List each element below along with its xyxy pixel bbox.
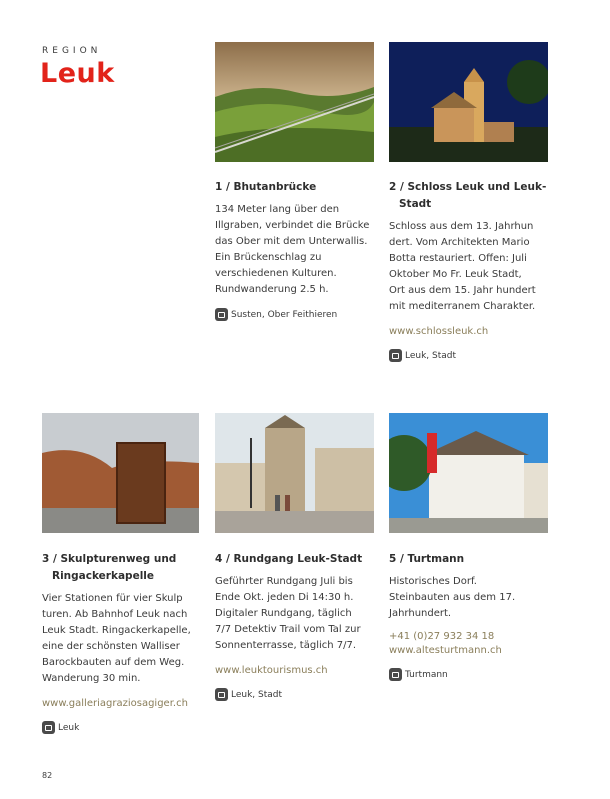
card-title: 1 / Bhutanbrücke [215, 181, 317, 193]
stop-info [215, 308, 375, 321]
card-title: 3 / Skulpturenweg und Ringackerkapelle [42, 553, 177, 582]
website-link[interactable]: www.galleriagraziosagiger.ch [42, 698, 188, 709]
bus-icon [215, 308, 228, 321]
bus-icon [389, 668, 402, 681]
stop-info [389, 349, 549, 362]
stop-name: Leuk, Stadt [405, 350, 457, 361]
stop-name: Leuk [58, 722, 80, 733]
page-number: 82 [42, 771, 53, 780]
bus-icon [42, 721, 55, 734]
photo-turtmann [389, 413, 548, 533]
card-text: Geführter Rundgang Juli bis Ende Okt. jeden Di 14:30 h. Digitaler Rundgang, täglich 7/7 Detektiv Trail vom Tal zur Sonnenterrasse, täglich 7/7. [215, 576, 361, 651]
card-title: 4 / Rundgang Leuk-Stadt [215, 553, 363, 565]
stop-info [215, 688, 375, 701]
card-text: 134 Meter lang über den Illgraben, verbindet die Brücke das Ober mit dem Unterwallis. Ein Brückenschlag zu verschiedenen Kulturen. Rundwanderung 2.5 h. [215, 204, 370, 295]
card-title: 5 / Turtmann [389, 553, 465, 565]
card-text: Schloss aus dem 13. Jahrhun dert. Vom Architekten Mario Botta restauriert. Offen: Juli Oktober Mo Fr. Leuk Stadt, Ort aus dem 15. Jahr hundert mit mediterranem Charakter. [389, 221, 536, 312]
bus-icon [389, 349, 402, 362]
page-title: Leuk [40, 58, 115, 89]
phone-number[interactable]: +41 (0)27 932 34 18 [389, 631, 495, 642]
card-text: Vier Stationen für vier Skulp turen. Ab Bahnhof Leuk nach Leuk Stadt. Ringackerkapelle, eine der schönsten Walliser Barockbauten auf dem Weg. Wanderung 30 min. [42, 593, 191, 684]
card-bhutanbruecke [215, 179, 375, 321]
website-link[interactable]: www.leuktourismus.ch [215, 665, 328, 676]
bus-icon [215, 688, 228, 701]
card-turtmann [389, 551, 549, 681]
region-label: REGION [42, 46, 102, 56]
stop-name: Susten, Ober Feithieren [231, 309, 338, 320]
photo-schloss-leuk [389, 42, 548, 162]
photo-leuk-stadt [215, 413, 374, 533]
card-text: Historisches Dorf. Steinbauten aus dem 17. Jahrhundert. [389, 576, 516, 619]
website-link[interactable]: www.altesturtmann.ch [389, 645, 502, 656]
stop-name: Leuk, Stadt [231, 689, 283, 700]
stop-info [389, 668, 549, 681]
card-skulpturenweg [42, 551, 202, 734]
stop-info [42, 721, 202, 734]
website-link[interactable]: www.schlossleuk.ch [389, 326, 489, 337]
card-title: 2 / Schloss Leuk und Leuk-Stadt [389, 181, 547, 210]
card-schloss-leuk [389, 179, 549, 362]
card-rundgang-leuk-stadt [215, 551, 375, 701]
photo-skulpturenweg [42, 413, 199, 533]
photo-bhutanbruecke [215, 42, 374, 162]
stop-name: Turtmann [405, 669, 448, 680]
